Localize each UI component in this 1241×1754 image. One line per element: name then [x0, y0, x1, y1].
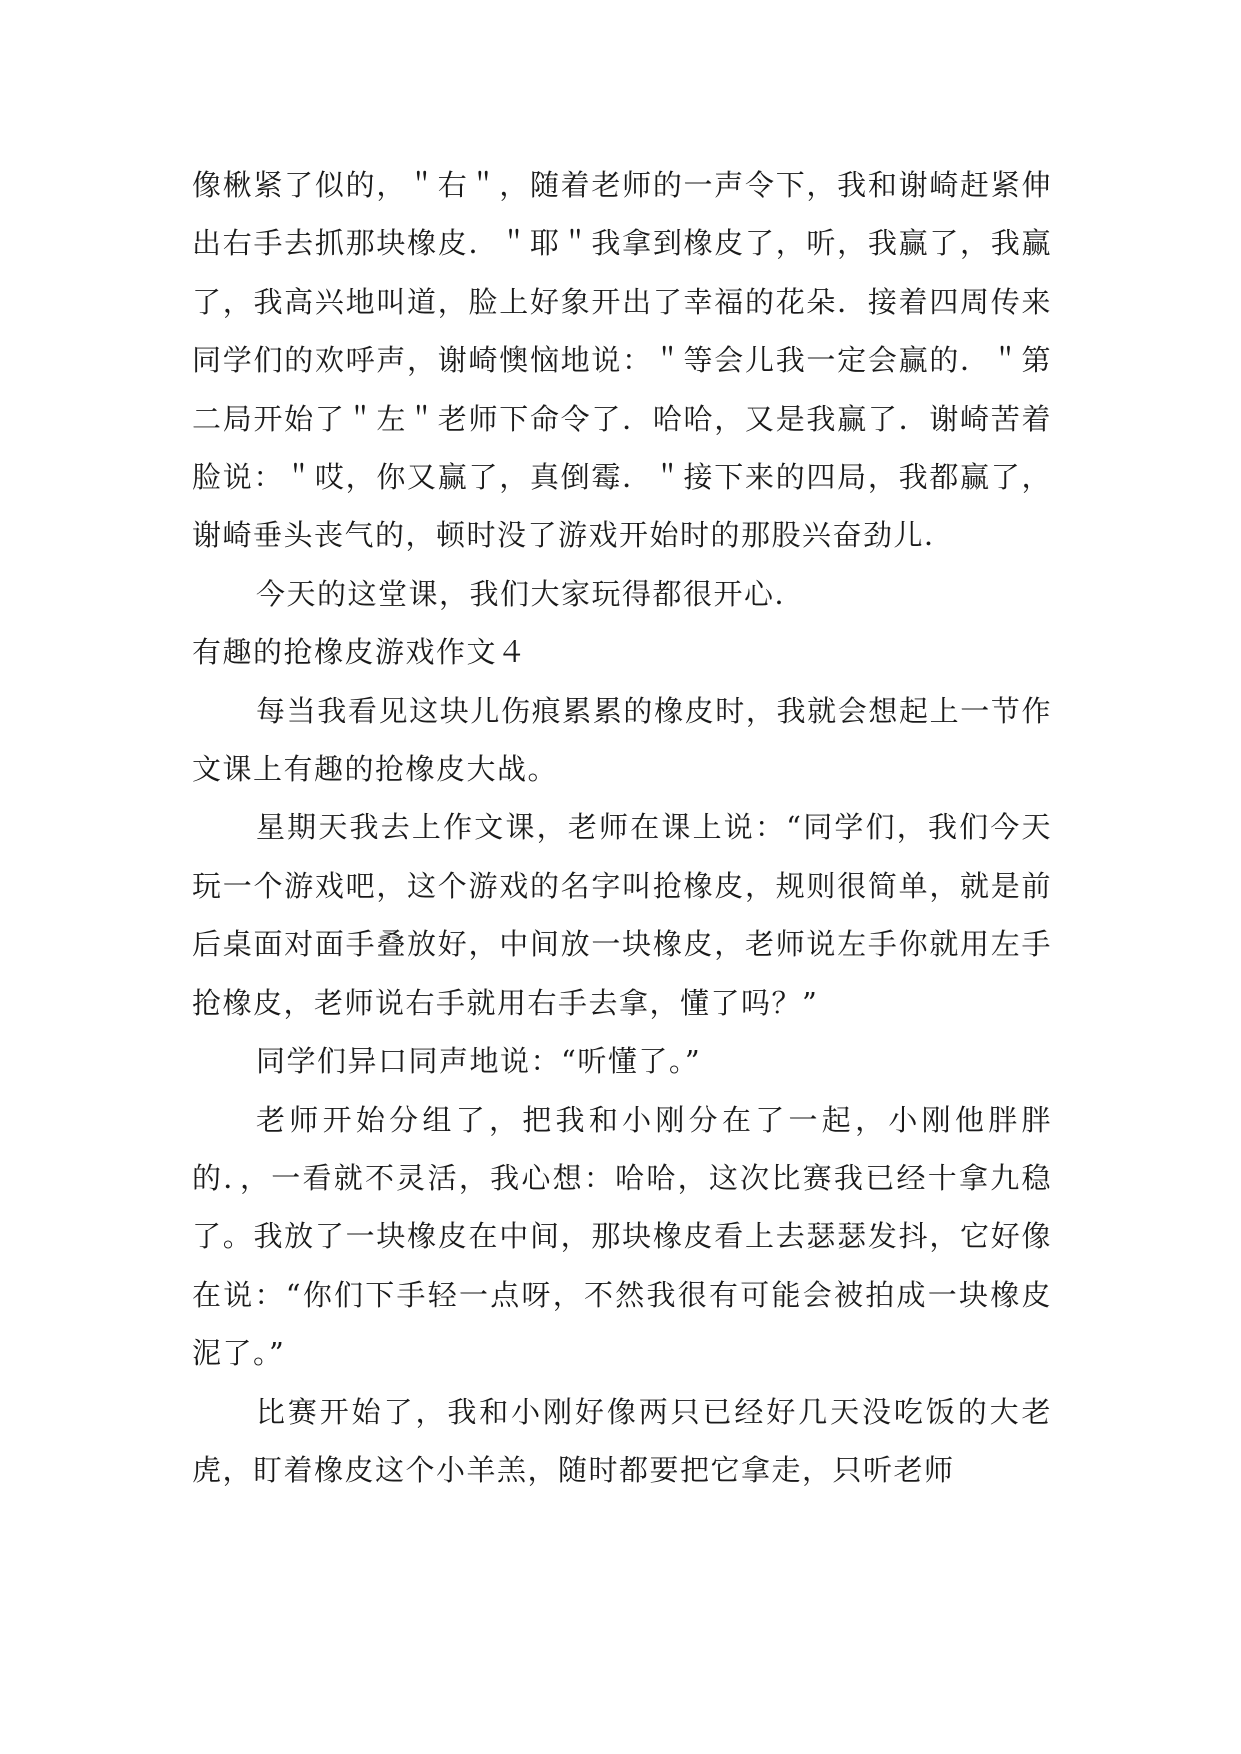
paragraph-game-rounds: 像楸紧了似的，＂右＂，随着老师的一声令下，我和谢崎赶紧伸出右手去抓那块橡皮．＂耶＂我拿到橡皮了，听，我赢了，我赢了，我高兴地叫道，脸上好象开出了幸福的花朵．接着四周传来同学们的欢呼声，谢崎懊恼地说：＂等会儿我一定会赢的．＂第二局开始了＂左＂老师下命令了．哈哈，又是我赢了．谢崎苦着脸说：＂哎，你又赢了，真倒霉．＂接下来的四局，我都赢了，谢崎垂头丧气的，顿时没了游戏开始时的那股兴奋劲儿．: [192, 168, 1052, 553]
paragraph-grouping: 老师开始分组了，把我和小刚分在了一起，小刚他胖胖的．，一看就不灵活，我心想：哈哈，这次比赛我已经十拿九稳了。我放了一块橡皮在中间，那块橡皮看上去瑟瑟发抖，它好像在说：“你们下手轻一点呀，不然我很有可能会被拍成一块橡皮泥了。”: [192, 1102, 1052, 1371]
paragraph-match-start: 比赛开始了，我和小刚好像两只已经好几天没吃饭的大老虎，盯着橡皮这个小羊羔，随时都要把它拿走，只听老师: [192, 1394, 1052, 1487]
document-body: [192, 156, 1052, 1499]
paragraph-class-fun: 今天的这堂课，我们大家玩得都很开心．: [256, 576, 806, 611]
paragraph-teacher-rules: 星期天我去上作文课，老师在课上说：“同学们，我们今天玩一个游戏吧，这个游戏的名字叫抢橡皮，规则很简单，就是前后桌面对面手叠放好，中间放一块橡皮，老师说左手你就用左手抢橡皮，老师说右手就用右手去拿，懂了吗？”: [192, 810, 1052, 1020]
paragraph-eraser-memory: 每当我看见这块儿伤痕累累的橡皮时，我就会想起上一节作文课上有趣的抢橡皮大战。: [192, 693, 1052, 787]
section-title: 有趣的抢橡皮游戏作文４: [192, 635, 528, 670]
paragraph-students-reply: 同学们异口同声地说：“听懂了。”: [256, 1044, 702, 1079]
